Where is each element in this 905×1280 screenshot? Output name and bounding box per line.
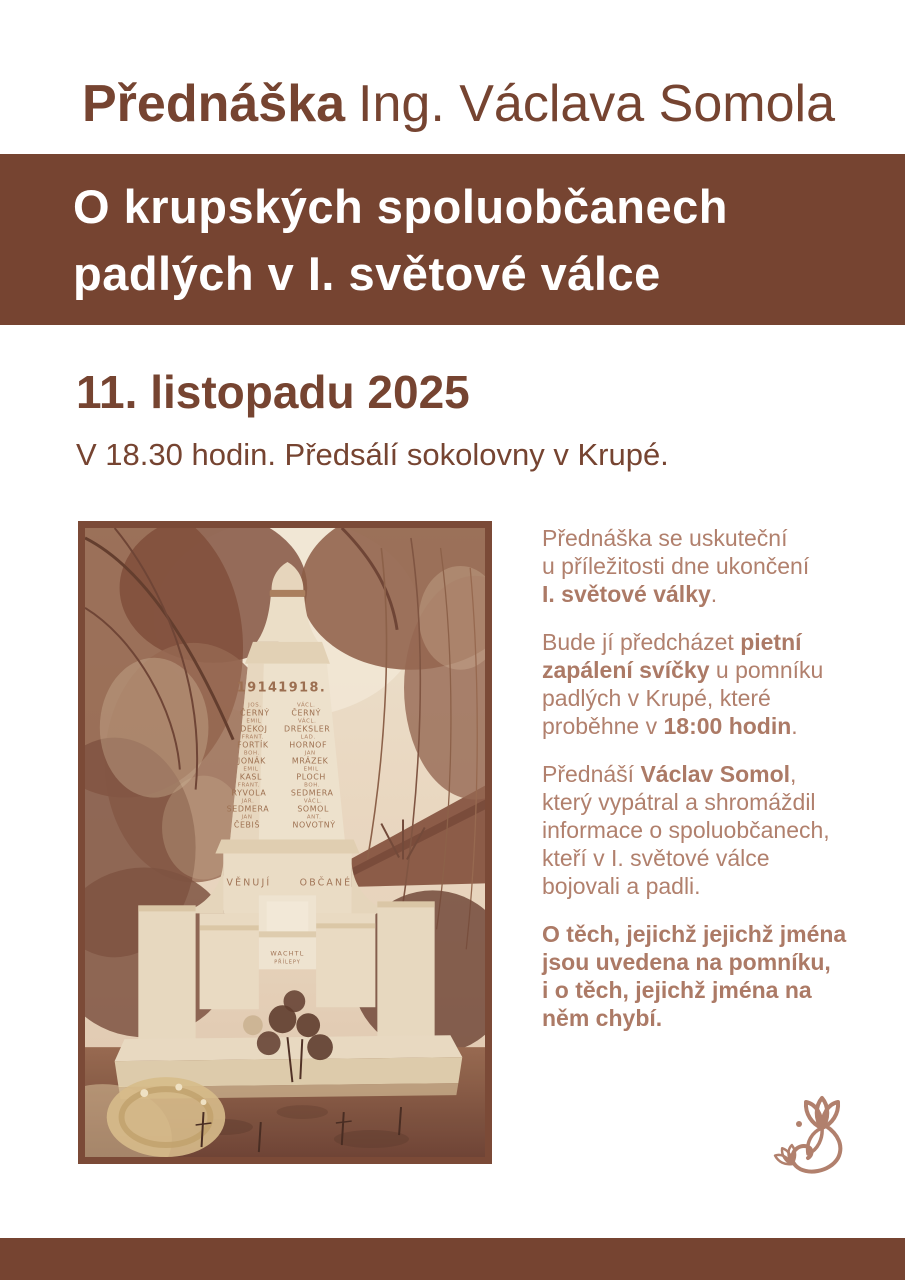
title-speaker-emphasis: Přednáška xyxy=(82,75,346,133)
event-time-place: V 18.30 hodin. Předsálí sokolovny v Krupé. xyxy=(76,437,669,472)
monument-year-1914: 1914. xyxy=(236,680,285,696)
page-title xyxy=(82,74,882,134)
monument-name-left-5: EMIL KASL xyxy=(239,766,263,782)
info-line: Bude jí předcházet pietní xyxy=(542,629,802,655)
monument-name-left-2: EMIL DEKOJ xyxy=(240,718,268,734)
monument-dedication-venuji: VĚNUJÍ xyxy=(226,877,272,889)
info-line: bojovali a padli. xyxy=(542,873,701,899)
info-line: padlých v Krupé, které xyxy=(542,685,771,711)
banner-line-2: padlých v I. světové válce xyxy=(73,246,661,300)
info-line: informace o spoluobčanech, xyxy=(542,817,830,843)
footer-bar xyxy=(0,1238,905,1280)
lecture-title-banner xyxy=(0,154,905,325)
info-line: jsou uvedena na pomníku, xyxy=(542,949,831,975)
info-line: i o těch, jejichž jména na xyxy=(542,977,812,1003)
memorial-photo-illustration xyxy=(85,528,485,1157)
info-line: u příležitosti dne ukončení xyxy=(542,553,810,579)
info-paragraph-occasion xyxy=(542,524,872,608)
monument-dedication-obcane: OBČANÉ xyxy=(299,877,353,889)
monument-name-right-3: LAD. HORNOF xyxy=(289,734,328,750)
monument-name-left-4: BOH. JONÁK xyxy=(237,750,266,766)
monument-name-right-7: VÁCL. SOMOL xyxy=(297,798,329,814)
info-paragraph-speaker xyxy=(542,760,872,900)
info-line: zapálení svíčky u pomníku xyxy=(542,657,824,683)
info-line: proběhne v 18:00 hodin. xyxy=(542,713,798,739)
memorial-photo xyxy=(78,521,492,1164)
info-line: Přednáška se uskuteční xyxy=(542,525,788,551)
monument-name-right-4: JAN MRÁZEK xyxy=(291,750,329,766)
monument-name-right-1: VÁCL. ČERNÝ xyxy=(291,702,322,718)
info-line: O těch, jejichž jejichž jména xyxy=(542,921,847,947)
monument-maker-place: PŘÍLEPY xyxy=(274,959,301,966)
info-column xyxy=(542,524,872,1052)
monument-name-right-6: BOH. SEDMERA xyxy=(290,782,334,798)
monument-name-right-8: ANT. NOVOTNÝ xyxy=(292,814,336,830)
monument-name-right-2: VÁCL. DREKSLER xyxy=(284,718,331,734)
monument-name-left-7: JAR. SEDMERA xyxy=(226,798,270,814)
monument-name-left-8: JAN ČEBIŠ xyxy=(233,814,261,830)
info-paragraph-names xyxy=(542,920,872,1032)
monument-name-right-5: EMIL PLOCH xyxy=(296,766,326,782)
event-date: 11. listopadu 2025 xyxy=(76,366,470,418)
info-line: který vypátral a shromáždil xyxy=(542,789,816,815)
info-line: I. světové války. xyxy=(542,581,718,607)
monument-year-1918: 1918. xyxy=(278,680,327,696)
monument-name-left-6: FRANT. RYVOLA xyxy=(231,782,267,798)
info-paragraph-candle xyxy=(542,628,872,740)
banner-line-1: O krupských spoluobčanech xyxy=(73,179,729,233)
info-line: kteří v I. světové válce xyxy=(542,845,770,871)
monument-name-left-1: JOS. ČERNÝ xyxy=(240,702,270,718)
tulips-logo-icon xyxy=(772,1088,850,1174)
monument-name-left-3: FRANT. FORTÍK xyxy=(237,734,269,750)
info-line: něm chybí. xyxy=(542,1005,663,1031)
info-line: Přednáší Václav Somol, xyxy=(542,761,797,787)
monument-maker-name: WACHTL xyxy=(270,949,305,958)
title-speaker-name: Ing. Václava Somola xyxy=(358,75,835,133)
